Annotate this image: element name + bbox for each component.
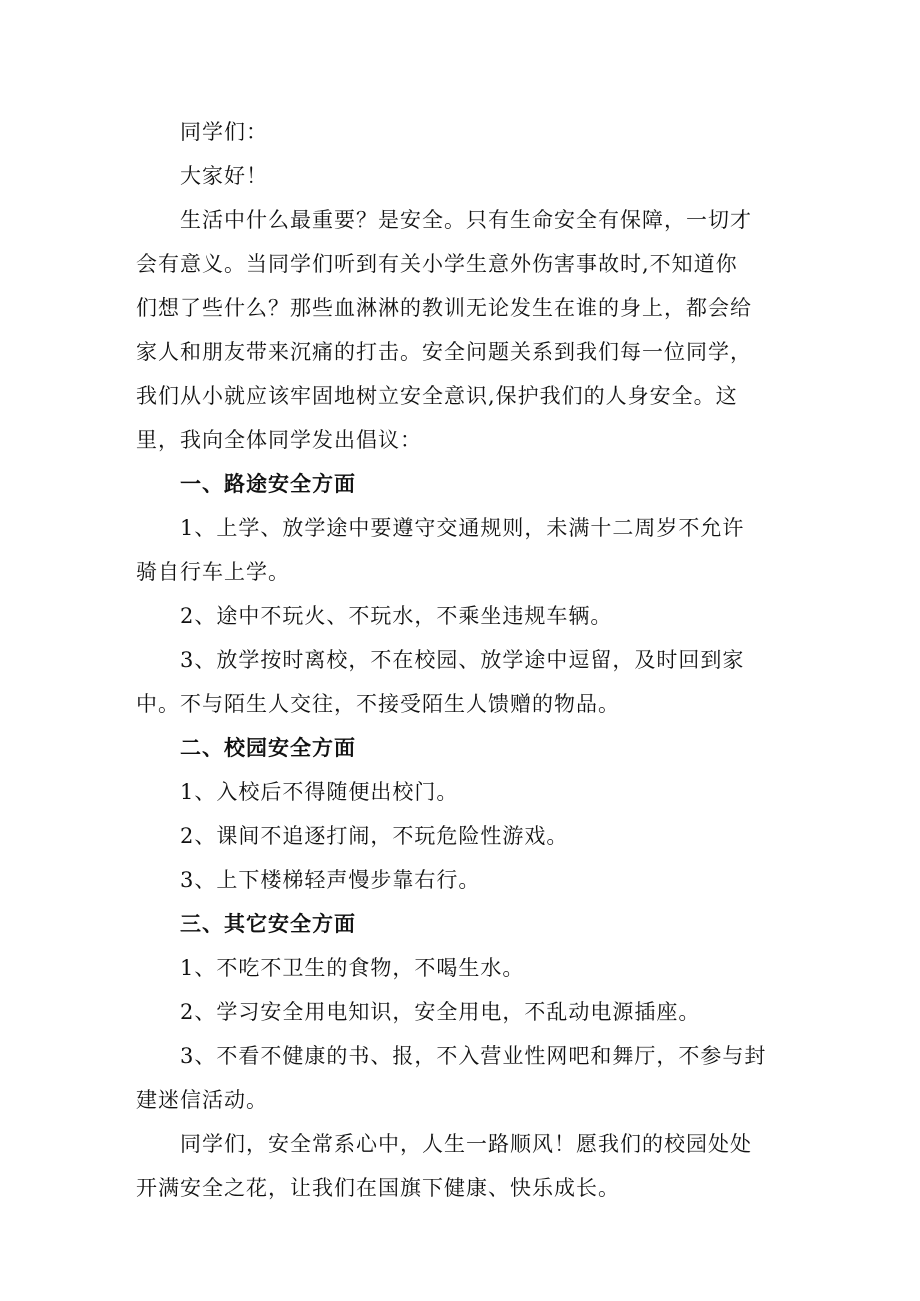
section-2-item-2: 2、课间不追逐打闹，不玩危险性游戏。 bbox=[180, 824, 569, 848]
intro-paragraph bbox=[136, 198, 796, 462]
closing-line: 同学们，安全常系心中，人生一路顺风！愿我们的校园处处 bbox=[180, 1132, 752, 1156]
document-page bbox=[136, 110, 796, 1210]
closing-paragraph bbox=[136, 1122, 796, 1210]
section-1-item-3-line-1: 3、放学按时离校，不在校园、放学途中逗留，及时回到家 bbox=[180, 648, 745, 672]
section-3-item-3-line-2: 建迷信活动。 bbox=[136, 1088, 268, 1112]
section-3-heading: 三、其它安全方面 bbox=[180, 912, 356, 936]
section-3-item-3-line-1: 3、不看不健康的书、报，不入营业性网吧和舞厅，不参与封 bbox=[180, 1044, 767, 1068]
greeting-salutation: 同学们： bbox=[180, 120, 268, 144]
intro-line: 们想了些什么？那些血淋淋的教训无论发生在谁的身上，都会给 bbox=[136, 296, 752, 320]
closing-line: 开满安全之花，让我们在国旗下健康、快乐成长。 bbox=[136, 1176, 620, 1200]
section-1-item-3-line-2: 中。不与陌生人交往，不接受陌生人馈赠的物品。 bbox=[136, 692, 620, 716]
intro-line: 我们从小就应该牢固地树立安全意识,保护我们的人身安全。这 bbox=[136, 384, 738, 408]
section-3-item-1: 1、不吃不卫生的食物，不喝生水。 bbox=[180, 956, 525, 980]
section-1-heading: 一、路途安全方面 bbox=[180, 472, 356, 496]
greeting-hello: 大家好！ bbox=[180, 164, 268, 188]
intro-line: 里，我向全体同学发出倡议： bbox=[136, 428, 422, 452]
section-1-item-1-line-1: 1、上学、放学途中要遵守交通规则，未满十二周岁不允许 bbox=[180, 516, 745, 540]
section-2-item-3: 3、上下楼梯轻声慢步靠右行。 bbox=[180, 868, 481, 892]
intro-line: 家人和朋友带来沉痛的打击。安全问题关系到我们每一位同学， bbox=[136, 340, 752, 364]
section-1-item-2: 2、途中不玩火、不玩水，不乘坐违规车辆。 bbox=[180, 604, 613, 628]
section-3-item-2: 2、学习安全用电知识，安全用电，不乱动电源插座。 bbox=[180, 1000, 701, 1024]
section-2-heading: 二、校园安全方面 bbox=[180, 736, 356, 760]
intro-line: 生活中什么最重要？是安全。只有生命安全有保障，一切才 bbox=[180, 208, 752, 232]
section-1-item-1-line-2: 骑自行车上学。 bbox=[136, 560, 290, 584]
section-2-item-1: 1、入校后不得随便出校门。 bbox=[180, 780, 459, 804]
intro-line: 会有意义。当同学们听到有关小学生意外伤害事故时,不知道你 bbox=[136, 252, 738, 276]
